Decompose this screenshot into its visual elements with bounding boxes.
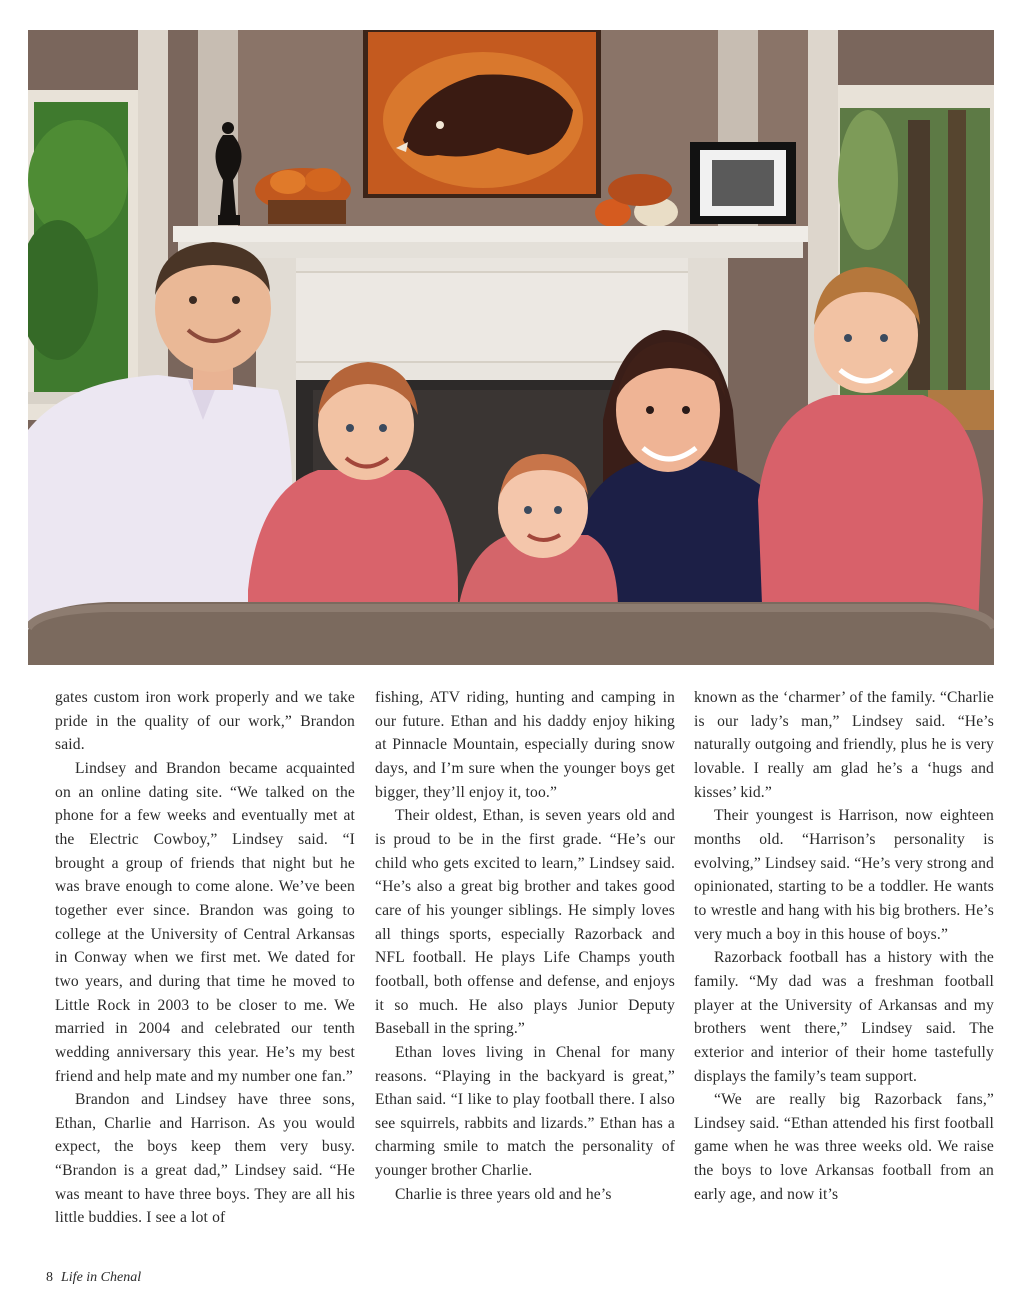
page-number: 8: [46, 1270, 53, 1285]
paragraph: Ethan loves living in Chenal for many reasons. “Playing in the backyard is great,” Ethan said. “I like to play football there. I also see squirrels, rabbits and lizards.” Ethan has a charming smile to match the personality of younger brother Charlie.: [375, 1043, 675, 1180]
paragraph: Their youngest is Harrison, now eighteen months old. “Harrison’s personality is evolving,” Lindsey said. “He’s very strong and opinionated, starting to be a toddler. He wants to wrestle and hang with his big brothers. He’s very much a boy in this house of boys.”: [694, 807, 994, 943]
paragraph: “We are really big Razorback fans,” Lindsey said. “Ethan attended his first football game when he was three weeks old. We raise the boys to love Arkansas football from an early age, and now it’s: [694, 1091, 994, 1203]
article-column-1: [55, 686, 355, 1230]
paragraph: known as the ‘charmer’ of the family. “Charlie is our lady’s man,” Lindsey said. “He’s naturally outgoing and friendly, plus he is very lovable. I really am glad he’s a ‘hugs and kisses’ kid.”: [694, 689, 994, 801]
paragraph: Brandon and Lindsey have three sons, Ethan, Charlie and Harrison. As you would expect, the boys keep them very busy. “Brandon is a great dad,” Lindsey said. “He was meant to have three boys. They are all his little buddies. I see a lot of: [55, 1091, 355, 1227]
article-body: [55, 686, 994, 1261]
paragraph: gates custom iron work properly and we take pride in the quality of our work,” Brandon said.: [55, 689, 355, 754]
paragraph: fishing, ATV riding, hunting and camping in our future. Ethan and his daddy enjoy hiking at Pinnacle Mountain, especially during snow days, and I’m sure when the younger boys get bigger, they’ll enjoy it, too.”: [375, 689, 675, 801]
article-column-3: [694, 686, 994, 1206]
family-portrait-photo: [28, 30, 994, 665]
paragraph: Razorback football has a history with the family. “My dad was a freshman football player at the University of Arkansas and my brothers went there,” Lindsey said. The exterior and interior of their home tastefully displays the family’s team support.: [694, 949, 994, 1085]
family-portrait-illustration: [28, 30, 994, 665]
paragraph: Their oldest, Ethan, is seven years old and is proud to be in the first grade. “He’s our child who gets excited to learn,” Lindsey said. “He’s also a great big brother and takes good care of his younger siblings. He simply loves all things sports, especially Razorback and NFL football. He plays Life Champs youth football, both offense and defense, and enjoys it so much. He also plays Junior Deputy Baseball in the spring.”: [375, 807, 675, 1038]
page-footer: [46, 1270, 141, 1286]
paragraph: Lindsey and Brandon became acquainted on an online dating site. “We talked on the phone for a few weeks and eventually met at the Electric Cowboy,” Lindsey said. “I brought a group of friends that night but he was brave enough to come alone. We’ve been together ever since. Brandon was going to college at the University of Central Arkansas in Conway when we first met. We dated for two years, and during that time he moved to Little Rock in 2003 to be closer to me. We married in 2004 and celebrated our tenth wedding anniversary this year. He’s my best friend and help mate and my number one fan.”: [55, 759, 355, 1085]
publication-name: Life in Chenal: [61, 1270, 142, 1285]
article-column-2: [375, 686, 675, 1206]
paragraph: Charlie is three years old and he’s: [395, 1185, 612, 1203]
